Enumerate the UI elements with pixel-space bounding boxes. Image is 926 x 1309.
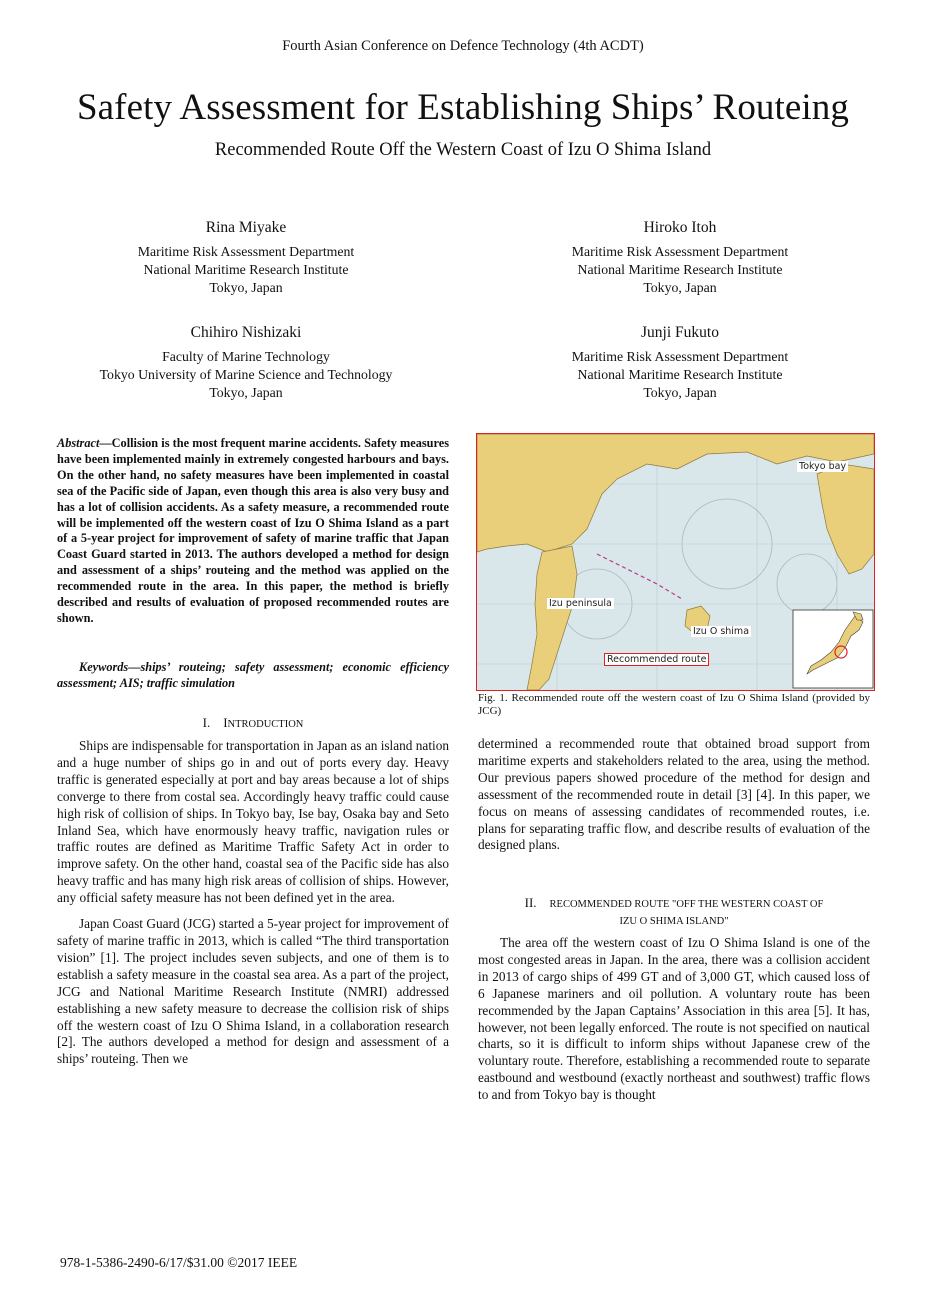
abstract-lead: Abstract: [57, 436, 100, 450]
section-number: II.: [524, 895, 537, 910]
paragraph: determined a recommended route that obtained broad support from maritime experts and stakeholders related to the area, using the method. Our previous papers showed procedure of the method for design and assessment of the recommended route in detail [3] [4]. In this paper, we focus on means of assessing candidates of recommended routes, i.e. plans for separating traffic flow, and describe results of evaluation of the designed plans.: [478, 736, 870, 853]
label-tokyo-bay: Tokyo bay: [799, 461, 847, 472]
label-izu-o-shima: Izu O shima: [693, 626, 750, 637]
author-dept: Maritime Risk Assessment Department: [571, 244, 789, 259]
paragraph: The area off the western coast of Izu O Shima Island is one of the most congested areas in Japan. In the area, there was a collision accident in 2013 of cargo ships of 499 GT and of 3,000 GT, which caused loss of 6 Japanese mariners and oil pollution. A voluntary route has been recommended by the Japan Captains’ Association in this area [5]. It has, however, not been legally enforced. The route is not specified on nautical charts, so it is difficult to inform ships without Japanese crew of the voluntary route. Therefore, establishing a recommended route to separate eastbound and westbound (exactly northeast and southwest) traffic flows to and from Tokyo bay is thought: [478, 935, 870, 1103]
right-col-text: [478, 736, 870, 854]
section-title-line1: RECOMMENDED ROUTE "OFF THE WESTERN COAST OF: [549, 899, 824, 910]
abstract-body: —Collision is the most frequent marine accidents. Safety measures have been implemented mainly in extremely congested harbours and bays. On the other hand, no safety measures have been implemented in coastal sea of the Pacific side of Japan, even though this area is also very busy and has a lot of collision accidents. As a safety measure, a recommended route will be implemented off the western coast of Izu O Shima Island as a part of a 5-year project for improvement of safety of marine traffic that Japan Coast Guard started in 2013. The authors developed a method for design and assessment of a ships’ routeing and the method was applied on the recommended route in the area. In this paper, the method is briefly described and results of evaluation of proposed recommended routes are shown.: [57, 436, 449, 625]
paper-title: Safety Assessment for Establishing Ships’ Routeing: [76, 87, 850, 128]
abstract: [57, 436, 449, 627]
paragraph: Japan Coast Guard (JCG) started a 5-year project for improvement of safety of marine traffic in 2013, which is called “The third transportation vision” [1]. The project includes seven subjects, and one of them is to establish a safety measure in the coastal sea area. As a part of the project, JCG and National Maritime Research Institute (NMRI) addressed establishing a new safety measure to decrease the collision risk of ships off the western coast of Izu O Shima Island, in a collaboration research [2]. The authors developed a method for design and assessment of a ships’ routeing. Then we: [57, 916, 449, 1067]
author-block-3: [46, 324, 446, 402]
label-izu-peninsula: Izu peninsula: [549, 598, 612, 609]
author-name: Rina Miyake: [205, 219, 287, 236]
author-org: National Maritime Research Institute: [577, 262, 783, 277]
figure-map: [476, 433, 875, 691]
author-name: Junji Fukuto: [641, 324, 719, 341]
section-title-line2: IZU O SHIMA ISLAND": [619, 916, 729, 927]
section-title-rest: NTRODUCTION: [227, 719, 304, 730]
author-block-4: [480, 324, 880, 402]
section-2-heading: [478, 894, 870, 930]
paragraph: Ships are indispensable for transportation in Japan as an island nation and a huge number of ships go in and out of ports every day. Heavy traffic is generated especially at port and bay areas because a lot of ships converge to there from costal sea. Accordingly heavy traffic could cause high risk of collision of ships. In Tokyo bay, Ise bay, Osaka bay and Seto Inland Sea, which have enormously heavy traffic, navigation rules or traffic routes are defined as Maritime Traffic Safety Act in order to improve safety. On the other hand, coastal sea of the Pacific side has also heavy traffic and has many high risk areas of collision of ships. However, any official safety measure has not been defined yet in the area.: [57, 738, 450, 906]
label-recommended-route: Recommended route: [604, 653, 709, 666]
section-number: I.: [202, 715, 211, 730]
author-loc: Tokyo, Japan: [209, 280, 283, 295]
author-name: Chihiro Nishizaki: [190, 324, 302, 341]
author-loc: Tokyo, Japan: [643, 385, 717, 400]
conference-header: Fourth Asian Conference on Defence Technology (4th ACDT): [282, 38, 644, 54]
intro-text: [57, 738, 449, 1068]
section-2-heading-line1: [478, 894, 870, 913]
author-org: Tokyo University of Marine Science and Technology: [99, 367, 393, 382]
author-name: Hiroko Itoh: [643, 219, 717, 236]
copyright-footer: 978-1-5386-2490-6/17/$31.00 ©2017 IEEE: [60, 1255, 298, 1270]
paper-subtitle: Recommended Route Off the Western Coast of Izu O Shima Island: [214, 140, 712, 160]
section-2-text: [478, 935, 870, 1104]
section-1-heading: [57, 715, 449, 731]
keywords: Keywords—ships’ routeing; safety assessment; economic efficiency assessment; AIS; traffic simulation: [57, 660, 449, 690]
author-block-2: [480, 219, 880, 297]
section-title-first: I: [223, 715, 228, 730]
author-block-1: [46, 219, 446, 297]
author-dept: Faculty of Marine Technology: [162, 349, 330, 364]
author-dept: Maritime Risk Assessment Department: [571, 349, 789, 364]
nautical-chart-image: [477, 434, 874, 690]
author-loc: Tokyo, Japan: [643, 280, 717, 295]
author-org: National Maritime Research Institute: [577, 367, 783, 382]
author-loc: Tokyo, Japan: [209, 385, 283, 400]
author-org: National Maritime Research Institute: [143, 262, 349, 277]
figure-caption: Fig. 1. Recommended route off the western coast of Izu O Shima Island (provided by JCG): [478, 692, 870, 717]
author-dept: Maritime Risk Assessment Department: [137, 244, 355, 259]
